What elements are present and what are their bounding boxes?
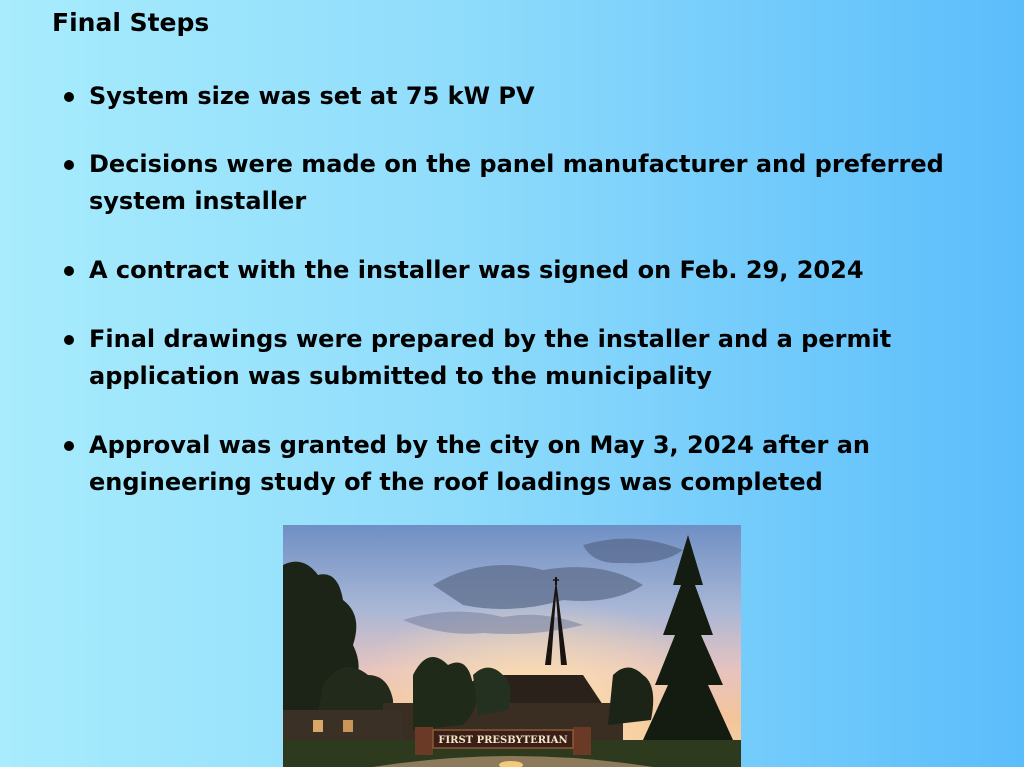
slide-title: Final Steps xyxy=(52,8,210,37)
bullet-item xyxy=(64,78,994,115)
bullet-dot-icon xyxy=(64,266,74,276)
bullet-dot-icon xyxy=(64,160,74,170)
church-sign-text: FIRST PRESBYTERIAN xyxy=(438,735,568,746)
bullet-text: System size was set at 75 kW PV xyxy=(89,82,535,110)
bullet-dot-icon xyxy=(64,92,74,102)
bullet-dot-icon xyxy=(64,441,74,451)
bullet-item xyxy=(64,146,994,220)
bullet-item xyxy=(64,321,994,395)
bullet-text: Approval was granted by the city on May 3, 2024 after an engineering study of the roof loadings was completed xyxy=(89,431,871,496)
bullet-item xyxy=(64,252,994,289)
church-photo-icon xyxy=(283,525,741,767)
bullet-text: Final drawings were prepared by the installer and a permit application was submitted to the municipality xyxy=(89,325,892,390)
bullet-item xyxy=(64,427,994,501)
bullet-dot-icon xyxy=(64,335,74,345)
church-photo xyxy=(283,525,741,767)
bullet-text: Decisions were made on the panel manufacturer and preferred system installer xyxy=(89,150,944,215)
bullet-text: A contract with the installer was signed on Feb. 29, 2024 xyxy=(89,256,864,284)
